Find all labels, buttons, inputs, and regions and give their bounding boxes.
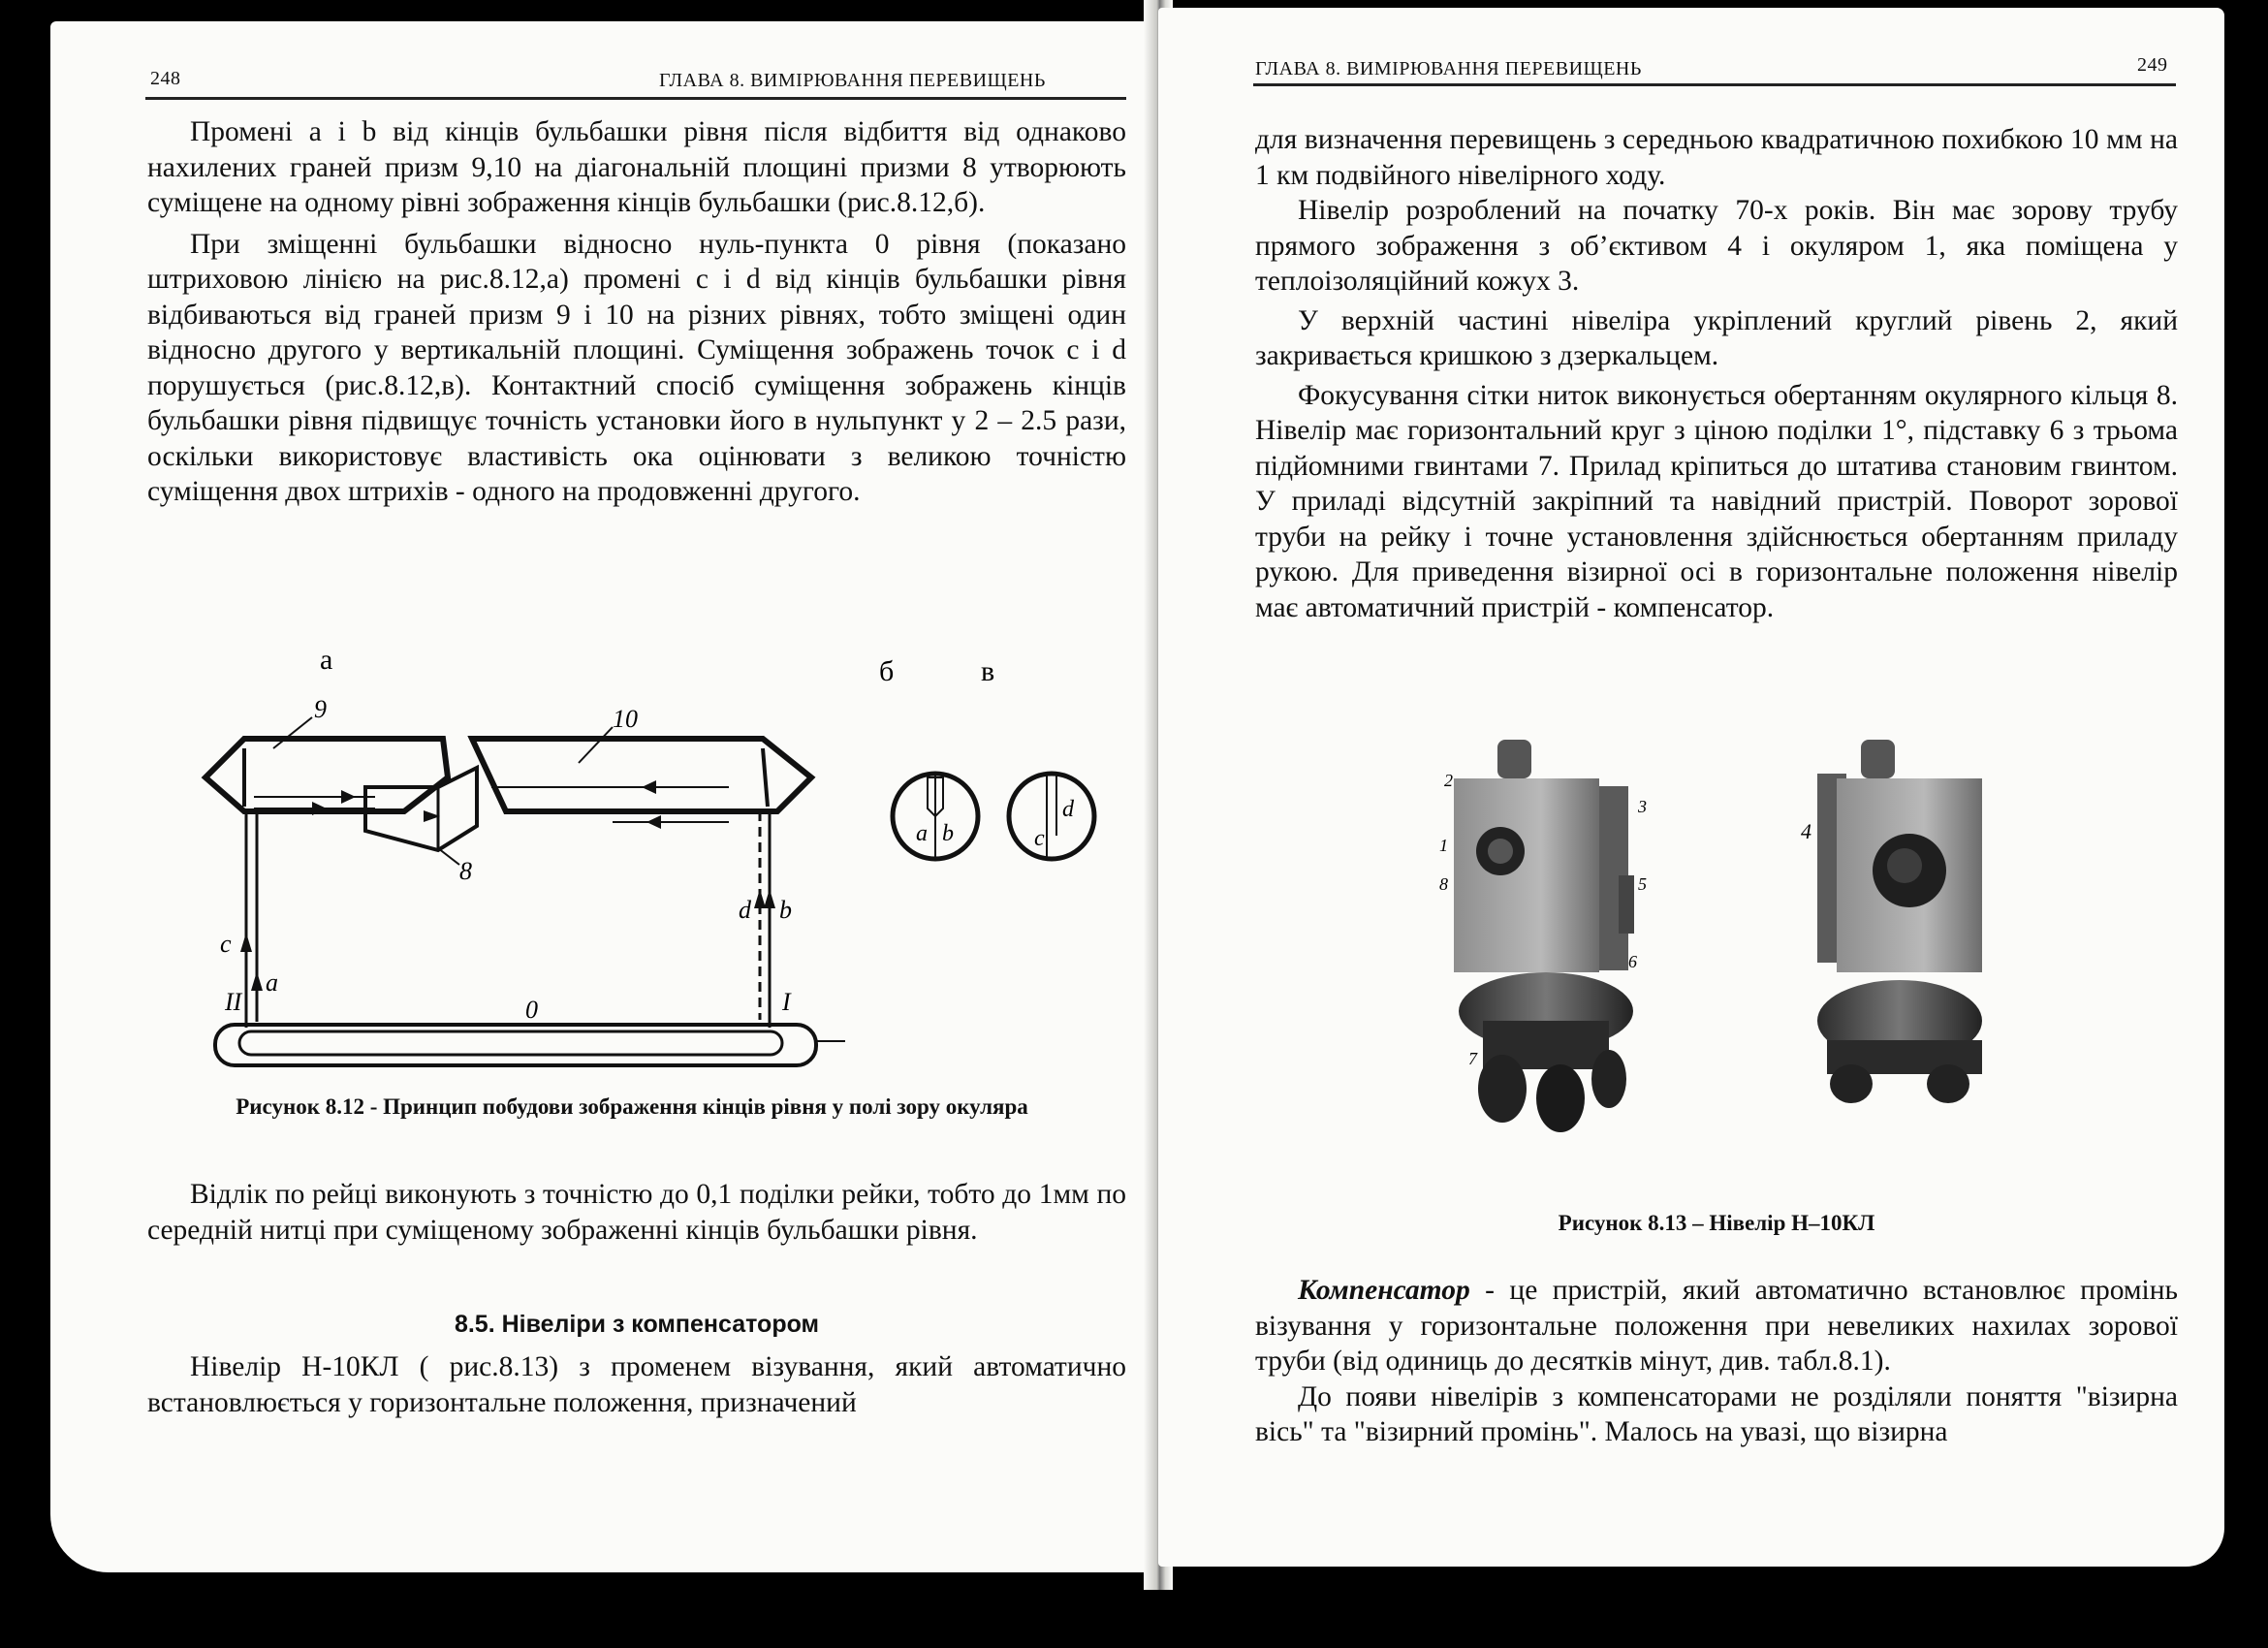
- right-paragraph-1: для визначення перевищень з середньою квадратичною похибкою 10 мм на 1 км подвійного нівелірного ходу.: [1255, 124, 2178, 191]
- label-b-ray: b: [779, 896, 792, 924]
- figure-label-a: а: [320, 644, 333, 676]
- compensator-definition: - це пристрій, який автоматично встановлює промінь візування у горизонтальне положення при невеликих нахилах зорової труби (від одиниць до десятків мінут, див. табл.8.1).: [1255, 1275, 2178, 1377]
- figure-8-13-caption: Рисунок 8.13 – Нівелір Н–10КЛ: [1558, 1211, 1875, 1235]
- left-paragraph-2: При зміщенні бульбашки відносно нуль-пункта 0 рівня (показано штриховою лінією на рис.8.12,а) промені c і d від кінців бульбашки рівня відбиваються від граней призм 9 і 10 на різних рівнях, тобто зміщені один відносно другого у вертикальній площині. Суміщення зображень точок c і d порушується (рис.8.12,в). Контактний спосіб суміщення зображень кінців бульбашки рівня підвищує точність установки його в нульпункт у 2 – 2.5 рази, оскільки використовує властивість ока оцінювати з великою точністю суміщення двох штрихів - одного на продовженні другого.: [147, 228, 1126, 507]
- right-paragraph-4: Фокусування сітки ниток виконується обертанням окулярного кільця 8. Нівелір має горизонтальний круг з ціною поділки 1°, підставку 6 з трьома підйомними гвинтами 7. Прилад кріпиться до штатива становим гвинтом. У приладі відсутній закріпний та навідний пристрій. Поворот зорової труби на рейку і точне установлення здійснюється обертанням приладу рукою. Для приведення візирної осі в горизонтальне положення нівелір має автоматичний пристрій - компенсатор.: [1255, 379, 2178, 623]
- figure-8-12-caption: Рисунок 8.12 - Принцип побудови зображення кінців рівня у полі зору окуляра: [236, 1094, 1028, 1119]
- right-paragraph-2: Нівелір розроблений на початку 70-х років. Він має зорову трубу прямого зображення з об’єктивом 4 і окуляром 1, яка поміщена у теплоізоляційний кожух 3.: [1255, 195, 2178, 297]
- photo-label-8: 8: [1439, 874, 1448, 894]
- left-body-text-3: [147, 1349, 1126, 1420]
- photo-label-7: 7: [1468, 1049, 1477, 1068]
- header-rule-right: [1253, 83, 2176, 86]
- right-paragraph-5: [1255, 1273, 2178, 1379]
- photo-label-5: 5: [1638, 874, 1647, 894]
- view-v-c: c: [1034, 826, 1045, 851]
- left-paragraph-4: Нівелір Н-10КЛ ( рис.8.13) з променем візування, який автоматично встановлюється у горизонтальне положення, призначений: [147, 1351, 1126, 1418]
- instrument-left: [1454, 740, 1634, 1132]
- running-head-right: ГЛАВА 8. ВИМІРЮВАННЯ ПЕРЕВИЩЕНЬ: [1255, 58, 1642, 79]
- figure-8-12: [205, 642, 1117, 1068]
- term-compensator: Компенсатор: [1298, 1275, 1470, 1306]
- label-zero: 0: [525, 996, 538, 1024]
- label-9: 9: [314, 695, 327, 723]
- photo-label-1: 1: [1439, 836, 1448, 855]
- label-10: 10: [613, 705, 638, 733]
- left-body-text: [147, 114, 1126, 510]
- label-8: 8: [459, 857, 472, 885]
- label-a-ray: a: [266, 968, 278, 997]
- label-c: c: [220, 930, 232, 958]
- right-page: [1158, 8, 2224, 1567]
- label-II: II: [225, 988, 242, 1016]
- prism-10: [472, 739, 811, 811]
- photo-label-3: 3: [1638, 797, 1647, 816]
- page-number-left: 248: [150, 68, 181, 89]
- photo-label-6: 6: [1628, 952, 1637, 971]
- instrument-right: [1817, 740, 1982, 1103]
- right-paragraph-6: До появи нівелірів з компенсаторами не розділяли поняття "візирна вісь" та "візирний промінь". Малось на увазі, що візирна: [1255, 1380, 2178, 1447]
- running-head-left: ГЛАВА 8. ВИМІРЮВАННЯ ПЕРЕВИЩЕНЬ: [659, 70, 1046, 91]
- view-b-a: a: [916, 821, 928, 846]
- label-d: d: [739, 896, 751, 924]
- view-b-b: b: [942, 821, 954, 846]
- right-paragraph-3: У верхній частині нівеліра укріплений круглий рівень 2, який закривається кришкою з дзеркальцем.: [1255, 304, 2178, 371]
- section-heading: 8.5. Нівеліри з компенсатором: [454, 1311, 820, 1338]
- photo-label-4: 4: [1801, 819, 1811, 843]
- level-bubble: [239, 1031, 782, 1055]
- left-page: [50, 21, 1155, 1572]
- figure-label-v: в: [981, 655, 995, 687]
- right-body-text: [1255, 122, 2178, 625]
- left-paragraph-1: Промені a і b від кінців бульбашки рівня після відбиття від однаково нахилених граней призм 9,10 на діагональній площині призми 8 утворюють суміщене на одному рівні зображення кінців бульбашки (рис.8.12,б).: [147, 116, 1126, 218]
- view-v-circle: [1009, 774, 1094, 859]
- right-body-text-2: [1255, 1273, 2178, 1450]
- header-rule-left: [145, 97, 1126, 100]
- figure-label-b: б: [879, 655, 895, 687]
- label-I: I: [782, 988, 791, 1016]
- prism-9: [205, 739, 448, 811]
- left-paragraph-3: Відлік по рейці виконують з точністю до 0,1 поділки рейки, тобто до 1мм по середній нитці при суміщеному зображенні кінців бульбашки рівня.: [147, 1179, 1126, 1246]
- figure-8-13-photo: [1439, 730, 2006, 1176]
- photo-label-2: 2: [1444, 771, 1453, 790]
- page-number-right: 249: [2137, 54, 2168, 76]
- left-body-text-2: [147, 1177, 1126, 1248]
- view-v-d: d: [1062, 797, 1074, 822]
